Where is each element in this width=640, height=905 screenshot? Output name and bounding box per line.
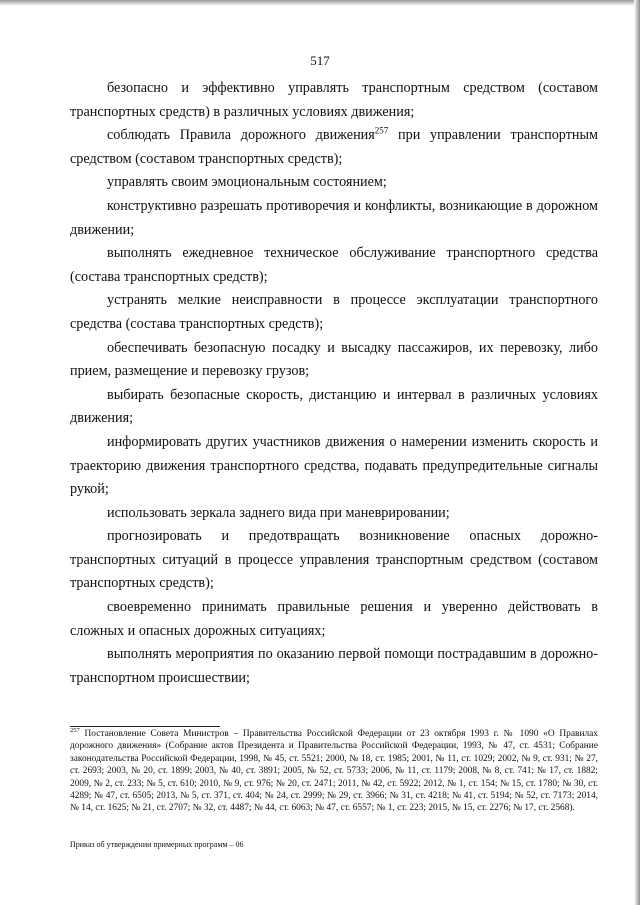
footnote-text: Постановление Совета Министров – Правительства Российской Федерации от 23 октября 1993 г. № 1090 «О Правилах дорожного движения» (Собрание актов Президента и Правительства Российской Федерации, 1993, № 47, ст. 4531; Собрание законодательства Российской Федерации, 1998, № 45, ст. 5521; 2000, № 18, ст. 1985; 2001, № 11, ст. 1029; 2002, № 9, ст. 931; № 27, ст. 2693; 2003, № 20, ст. 1899; 2003, № 40, ст. 3891; 2005, № 52, ст. 5733; 2006, № 11, ст. 1179; 2008, № 8, ст. 741; № 17, ст. 1882; 2009, № 2, ст. 233; № 5, ст. 610; 2010, № 9, ст. 976; № 20, ст. 2471; 2011, № 42, ст. 5922; 2012, № 1, ст. 154; № 15, ст. 1780; № 30, ст. 4289; № 47, ст. 6505; 2013, № 5, ст. 371, ст. 404; № 24, ст. 2999; № 29, ст. 3966; № 31, ст. 4218; № 41, ст. 5194; № 52, ст. 7173; 2014, № 14, ст. 1625; № 21, ст. 2707; № 32, ст. 4487; № 44, ст. 6063; № 47, ст. 6557; № 1, ст. 223; 2015, № 15, ст. 2276; № 17, ст. 2568). (70, 729, 598, 814)
footnote-marker: 257 (70, 726, 80, 734)
page-number: 517 (310, 53, 330, 68)
paragraph: конструктивно разрешать противоречия и конфликты, возникающие в дорожном движении; (70, 197, 598, 238)
paragraph: выполнять ежедневное техническое обслуживание транспортного средства (состава транспортных средств); (70, 245, 598, 285)
paragraph-text: соблюдать Правила дорожного движения (107, 127, 375, 144)
scan-edge-right (634, 0, 640, 905)
paragraph: использовать зеркала заднего вида при маневрировании; (107, 504, 450, 521)
paragraph: своевременно принимать правильные решения и уверенно действовать в сложных и опасных дорожных ситуациях; (70, 599, 598, 639)
paragraph: обеспечивать безопасную посадку и высадку пассажиров, их перевозку, либо прием, размещение и перевозку грузов; (70, 339, 598, 380)
document-footer: Приказ об утверждении примерных программ – 06 (70, 840, 244, 849)
paragraph (70, 124, 598, 171)
body-text (70, 77, 598, 690)
paragraph: выбирать безопасные скорость, дистанцию и интервал в различных условиях движения; (70, 386, 598, 427)
paragraph: безопасно и эффективно управлять транспортным средством (составом транспортных средств) в различных условиях движения; (70, 80, 598, 120)
footnote-ref[interactable]: 257 (374, 125, 389, 136)
paragraph: прогнозировать и предотвращать возникновение опасных дорожно-транспортных ситуаций в процессе управления транспортным средством (составом транспортных средств); (70, 528, 598, 592)
paragraph: управлять своим эмоциональным состоянием; (107, 174, 387, 191)
footnote (70, 728, 598, 815)
scan-edge-top (0, 0, 640, 6)
paragraph: выполнять мероприятия по оказанию первой помощи пострадавшим в дорожно-транспортном происшествии; (70, 646, 598, 686)
paragraph-text-continued: при управлении транспортным средством (составом транспортных средств); (70, 127, 598, 167)
footnote-divider (70, 726, 220, 727)
paragraph: информировать других участников движения о намерении изменить скорость и траекторию движения транспортного средства, подавать предупредительные сигналы рукой; (70, 433, 598, 498)
paragraph: устранять мелкие неисправности в процессе эксплуатации транспортного средства (состава транспортных средств); (70, 292, 598, 332)
